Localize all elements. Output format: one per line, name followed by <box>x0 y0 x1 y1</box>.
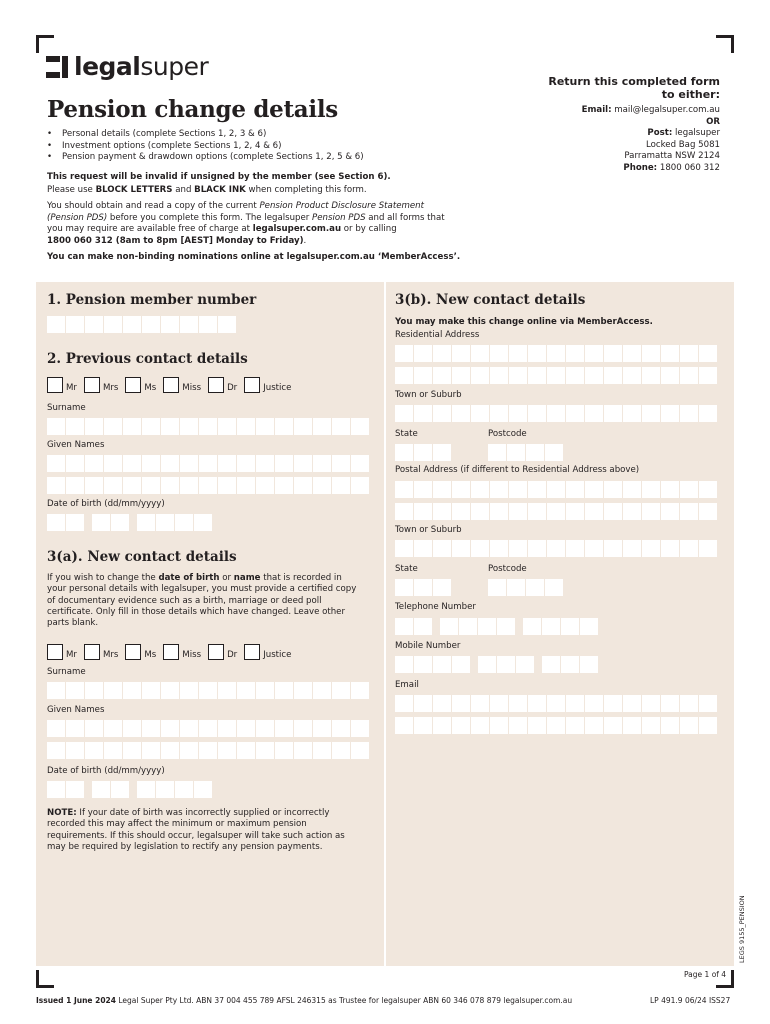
previous-surname-input[interactable] <box>47 418 369 435</box>
return-title: Return this completed form to either: <box>548 75 720 101</box>
member-number-input[interactable] <box>47 316 236 333</box>
title-option-ms[interactable]: Ms <box>125 377 156 393</box>
telephone-label: Telephone Number <box>395 602 476 612</box>
section3a-heading: 3(a). New contact details <box>47 549 237 565</box>
pds-paragraph: You should obtain and read a copy of the current Pension Product Disclosure Statement (Pension PDS) before you complete this form. The legalsuper Pension PDS and all forms that you may require are available free of charge at legalsuper.com.au or by calling 1800 060 312 (8am to 8pm [AEST] Monday to Friday). <box>47 201 445 246</box>
postal-postcode-input[interactable] <box>488 579 563 596</box>
email-input[interactable] <box>395 695 717 712</box>
new-title-options <box>47 644 298 660</box>
new-dob-input[interactable] <box>47 781 220 798</box>
town-label: Town or Suburb <box>395 525 462 535</box>
checkbox[interactable] <box>244 377 260 393</box>
checkbox[interactable] <box>208 644 224 660</box>
footer-issued: Issued 1 June 2024 Legal Super Pty Ltd. ABN 37 004 455 789 AFSL 246315 as Trustee for legalsuper ABN 60 346 078 879 legalsuper.com.au <box>36 996 573 1005</box>
title-option-miss[interactable]: Miss <box>163 644 201 660</box>
previous-given-names-input-2[interactable] <box>47 477 369 494</box>
return-email: Email: mail@legalsuper.com.au <box>581 105 720 115</box>
title-option-dr[interactable]: Dr <box>208 377 237 393</box>
checkbox[interactable] <box>47 644 63 660</box>
new-surname-input[interactable] <box>47 682 369 699</box>
return-or: OR <box>706 116 720 127</box>
previous-dob-input[interactable] <box>47 514 220 531</box>
page-number: Page 1 of 4 <box>684 970 727 979</box>
page-title: Pension change details <box>47 96 338 123</box>
column-divider <box>384 282 386 966</box>
mobile-input[interactable] <box>395 656 606 673</box>
title-option-mrs[interactable]: Mrs <box>84 644 118 660</box>
section1-heading: 1. Pension member number <box>47 292 257 308</box>
checkbox[interactable] <box>125 644 141 660</box>
phone-hours: 1800 060 312 (8am to 8pm [AEST] Monday to Friday) <box>47 235 304 246</box>
given-names-label: Given Names <box>47 440 105 450</box>
return-post: Post: legalsuper <box>647 128 720 138</box>
state-label: State <box>395 564 418 574</box>
logo-mark-icon <box>46 56 68 78</box>
crop-mark-bottom-left <box>36 970 54 988</box>
postcode-label: Postcode <box>488 429 527 439</box>
logo-wordmark: legalsuper <box>74 52 209 81</box>
title-option-mr[interactable]: Mr <box>47 377 77 393</box>
section2-heading: 2. Previous contact details <box>47 351 248 367</box>
email-input-2[interactable] <box>395 717 717 734</box>
online-nominations-note: You can make non-binding nominations online at legalsuper.com.au ‘MemberAccess’. <box>47 252 461 262</box>
checkbox[interactable] <box>163 644 179 660</box>
postal-state-input[interactable] <box>395 579 451 596</box>
invalid-warning: This request will be invalid if unsigned by the member (see Section 6). <box>47 172 391 182</box>
title-option-mrs[interactable]: Mrs <box>84 377 118 393</box>
legalsuper-logo <box>46 52 208 81</box>
title-option-mr[interactable]: Mr <box>47 644 77 660</box>
given-names-label: Given Names <box>47 705 105 715</box>
surname-label: Surname <box>47 667 86 677</box>
residential-address-input[interactable] <box>395 345 717 362</box>
previous-given-names-input[interactable] <box>47 455 369 472</box>
title-option-justice[interactable]: Justice <box>244 644 291 660</box>
form-code-vertical: LEGS 9155_PENSION <box>738 895 746 963</box>
crop-mark-top-left <box>36 35 54 53</box>
town-input[interactable] <box>395 405 717 422</box>
dob-label: Date of birth (dd/mm/yyyy) <box>47 766 165 776</box>
postcode-label: Postcode <box>488 564 527 574</box>
checkbox[interactable] <box>125 377 141 393</box>
checkbox[interactable] <box>84 377 100 393</box>
section3a-instructions: If you wish to change the date of birth or name that is recorded in your personal details with legalsuper, you must provide a certified copy of documentary evidence such as a birth, marriage or deed poll certificate. Only fill in those details which have changed. Leave other parts blank. <box>47 573 357 629</box>
dob-note: NOTE: If your date of birth was incorrectly supplied or incorrectly recorded this may affect the minimum or maximum pension requirements. If this should occur, legalsuper will take such action as may be required by legislation to rectify any pension payments. <box>47 808 345 852</box>
state-input[interactable] <box>395 444 451 461</box>
website-link[interactable]: legalsuper.com.au <box>252 224 342 234</box>
town-label: Town or Suburb <box>395 390 462 400</box>
telephone-input[interactable] <box>395 618 606 635</box>
memberaccess-note: You may make this change online via MemberAccess. <box>395 317 653 327</box>
postcode-input[interactable] <box>488 444 563 461</box>
block-letters-note: Please use BLOCK LETTERS and BLACK INK when completing this form. <box>47 185 367 195</box>
postal-address-input[interactable] <box>395 481 717 498</box>
return-post-line: Parramatta NSW 2124 <box>624 151 720 161</box>
checkbox[interactable] <box>47 377 63 393</box>
bullet-item: • Personal details (complete Sections 1, 2, 3 & 6) <box>47 129 364 141</box>
return-phone: Phone: 1800 060 312 <box>623 162 720 173</box>
residential-address-input-2[interactable] <box>395 367 717 384</box>
return-info <box>540 76 720 174</box>
title-option-ms[interactable]: Ms <box>125 644 156 660</box>
section-list <box>47 129 364 164</box>
title-option-justice[interactable]: Justice <box>244 377 291 393</box>
email-label: Email <box>395 680 419 690</box>
checkbox[interactable] <box>84 644 100 660</box>
mobile-label: Mobile Number <box>395 641 461 651</box>
bullet-item: • Pension payment & drawdown options (complete Sections 1, 2, 5 & 6) <box>47 152 364 164</box>
title-option-dr[interactable]: Dr <box>208 644 237 660</box>
footer-code: LP 491.9 06/24 ISS27 <box>650 996 731 1005</box>
checkbox[interactable] <box>244 644 260 660</box>
new-given-names-input[interactable] <box>47 720 369 737</box>
residential-address-label: Residential Address <box>395 330 480 340</box>
bullet-item: • Investment options (complete Sections 1, 2, 4 & 6) <box>47 141 364 153</box>
postal-address-input-2[interactable] <box>395 503 717 520</box>
state-label: State <box>395 429 418 439</box>
title-option-miss[interactable]: Miss <box>163 377 201 393</box>
checkbox[interactable] <box>208 377 224 393</box>
postal-address-label: Postal Address (if different to Residential Address above) <box>395 465 640 475</box>
postal-town-input[interactable] <box>395 540 717 557</box>
new-given-names-input-2[interactable] <box>47 742 369 759</box>
section3b-heading: 3(b). New contact details <box>395 292 586 308</box>
dob-label: Date of birth (dd/mm/yyyy) <box>47 499 165 509</box>
previous-title-options <box>47 377 298 393</box>
crop-mark-top-right <box>716 35 734 53</box>
surname-label: Surname <box>47 403 86 413</box>
checkbox[interactable] <box>163 377 179 393</box>
return-post-line: Locked Bag 5081 <box>646 139 720 150</box>
